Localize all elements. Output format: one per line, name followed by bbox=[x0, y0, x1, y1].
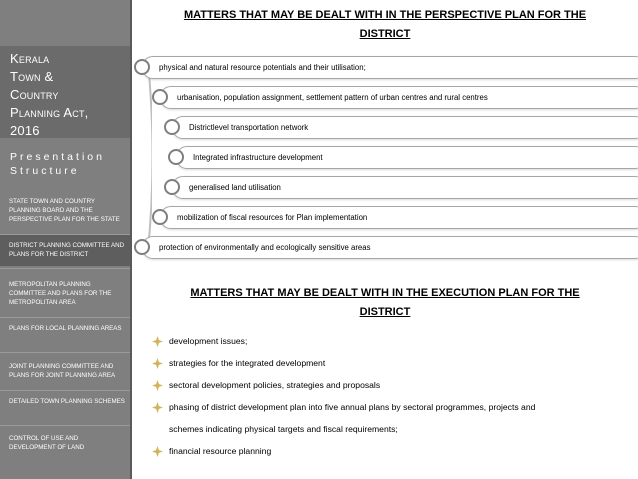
bullet-circle-icon bbox=[134, 239, 150, 255]
perspective-heading bbox=[138, 6, 632, 44]
execution-item bbox=[152, 352, 622, 374]
execution-item-text-continued: schemes indicating physical targets and fiscal requirements; bbox=[169, 424, 398, 434]
sidebar-item-district-planning[interactable]: DISTRICT PLANNING COMMITTEE AND PLANS FOR THE DISTRICT bbox=[0, 235, 130, 266]
sidebar-divider bbox=[0, 425, 130, 426]
bullet-circle-icon bbox=[152, 209, 168, 225]
sidebar-item-joint-planning[interactable]: JOINT PLANNING COMMITTEE AND PLANS FOR JOINT PLANNING AREA bbox=[9, 363, 116, 379]
execution-item bbox=[152, 374, 622, 396]
bullet-circle-icon bbox=[152, 89, 168, 105]
perspective-item bbox=[172, 176, 638, 199]
execution-item bbox=[152, 330, 622, 352]
sidebar-divider bbox=[0, 268, 130, 269]
diamond-bullet-icon bbox=[152, 446, 163, 457]
act-title-block bbox=[0, 46, 130, 138]
execution-item-text: financial resource planning bbox=[169, 446, 272, 456]
sidebar-item-land-control[interactable]: CONTROL OF USE AND DEVELOPMENT OF LAND bbox=[9, 435, 85, 451]
act-title-line-2: Town & bbox=[10, 69, 54, 84]
perspective-item-text: generalised land utilisation bbox=[189, 183, 281, 192]
perspective-item-text: physical and natural resource potentials and their utilisation; bbox=[159, 63, 366, 72]
act-title-line-3: Country bbox=[10, 87, 59, 102]
perspective-item-text: urbanisation, population assignment, settlement pattern of urban centres and rural centres bbox=[177, 93, 488, 102]
sidebar-item-metropolitan[interactable]: METROPOLITAN PLANNING COMMITTEE AND PLANS FOR THE METROPOLITAN AREA bbox=[9, 281, 112, 306]
sidebar-divider bbox=[0, 317, 130, 318]
perspective-list-diagram bbox=[130, 52, 630, 262]
diamond-bullet-icon bbox=[152, 336, 163, 347]
perspective-item bbox=[142, 56, 638, 79]
execution-item bbox=[152, 440, 622, 462]
sidebar-divider bbox=[0, 352, 130, 353]
execution-heading-line-1: MATTERS THAT MAY BE DEALT WITH IN THE EXECUTION PLAN FOR THE bbox=[190, 287, 580, 299]
bullet-circle-icon bbox=[168, 149, 184, 165]
perspective-heading-line-1: MATTERS THAT MAY BE DEALT WITH IN THE PERSPECTIVE PLAN FOR THE bbox=[183, 9, 587, 21]
execution-item-text: strategies for the integrated development bbox=[169, 358, 326, 368]
presentation-label-line-2: Structure bbox=[10, 165, 80, 177]
act-title-line-4: Planning Act, bbox=[10, 105, 89, 120]
perspective-item-text: mobilization of fiscal resources for Plan implementation bbox=[177, 213, 368, 222]
perspective-item-text: protection of environmentally and ecologically sensitive areas bbox=[159, 243, 371, 252]
bullet-circle-icon bbox=[164, 119, 180, 135]
execution-item-text: development issues; bbox=[169, 336, 248, 346]
bullet-circle-icon bbox=[164, 179, 180, 195]
execution-heading-line-2: DISTRICT bbox=[359, 306, 411, 318]
act-title-line-5: 2016 bbox=[10, 123, 40, 138]
perspective-item bbox=[160, 86, 638, 109]
presentation-label-line-1: Presentation bbox=[10, 151, 105, 163]
sidebar-item-state-board[interactable]: STATE TOWN AND COUNTRY PLANNING BOARD AND THE PERSPECTIVE PLAN FOR THE STATE bbox=[9, 198, 120, 223]
execution-heading bbox=[138, 284, 632, 322]
execution-list bbox=[152, 330, 622, 462]
sidebar bbox=[0, 0, 130, 479]
perspective-item bbox=[172, 116, 638, 139]
presentation-structure-label bbox=[10, 150, 105, 178]
act-title-line-1: Kerala bbox=[10, 51, 50, 66]
perspective-heading-line-2: DISTRICT bbox=[359, 28, 411, 40]
perspective-item-text: Districtlevel transportation network bbox=[189, 123, 309, 132]
diagram-spine bbox=[144, 63, 152, 250]
sidebar-divider bbox=[0, 390, 130, 391]
sidebar-item-town-planning-schemes[interactable]: DETAILED TOWN PLANNING SCHEMES bbox=[9, 398, 125, 405]
perspective-item bbox=[142, 236, 638, 259]
execution-item-text: sectoral development policies, strategies and proposals bbox=[169, 380, 381, 390]
diamond-bullet-icon bbox=[152, 402, 163, 413]
execution-item bbox=[152, 396, 622, 440]
diamond-bullet-icon bbox=[152, 358, 163, 369]
perspective-item-text: Integrated infrastructure development bbox=[193, 153, 323, 162]
perspective-item bbox=[160, 206, 638, 229]
perspective-item bbox=[176, 146, 638, 169]
bullet-circle-icon bbox=[134, 59, 150, 75]
diamond-bullet-icon bbox=[152, 380, 163, 391]
execution-item-text: phasing of district development plan into five annual plans by sectoral programmes, projects and bbox=[169, 402, 536, 412]
sidebar-top-band bbox=[0, 0, 130, 46]
sidebar-item-local-planning[interactable]: PLANS FOR LOCAL PLANNING AREAS bbox=[9, 325, 122, 332]
